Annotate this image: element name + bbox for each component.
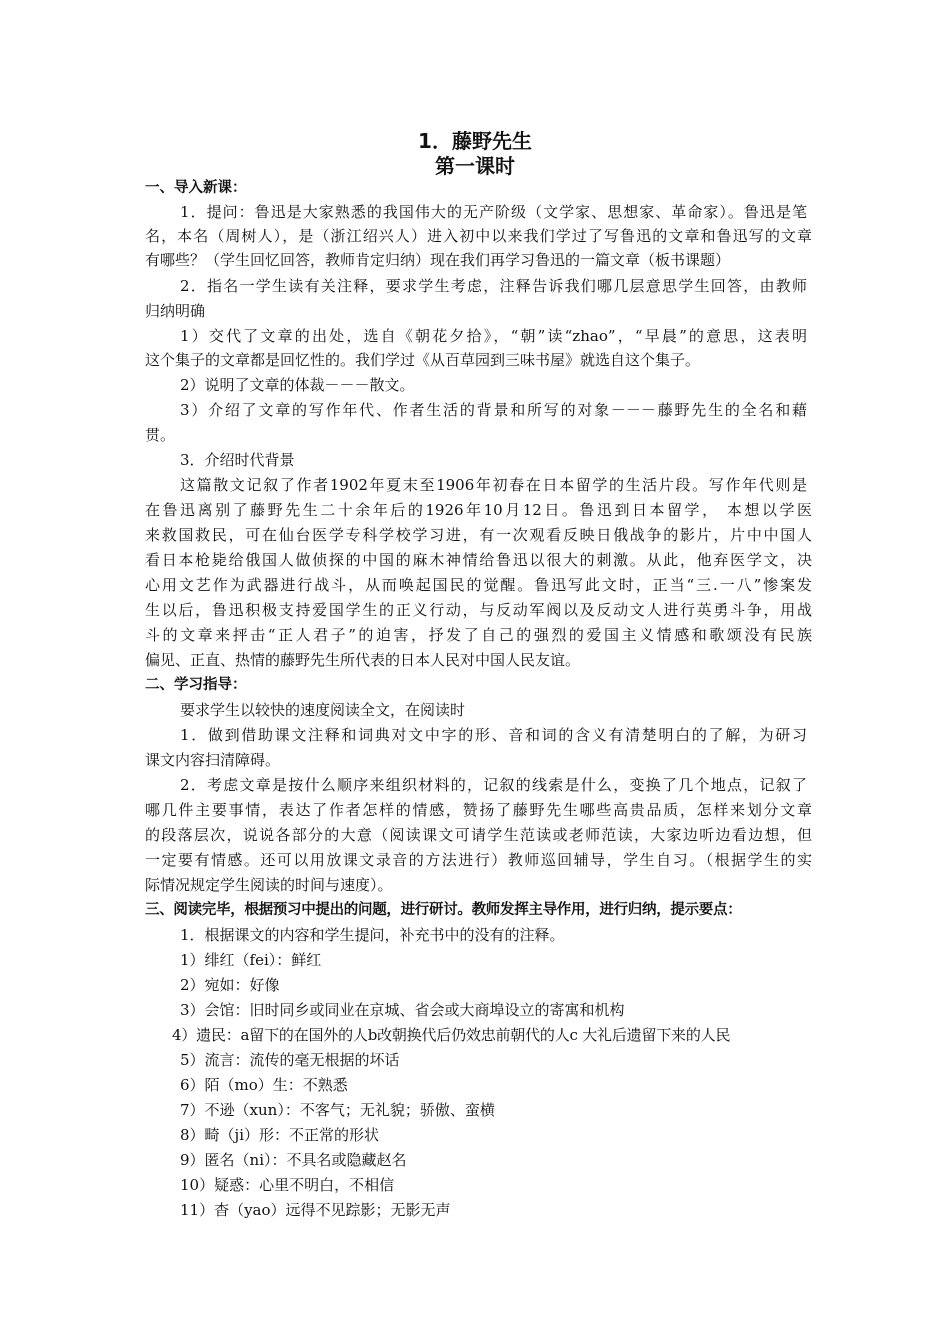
paragraph-line: 1．根据课文的内容和学生提问，补充书中的没有的注释。 [180,926,565,944]
paragraph-line: 要求学生以较快的速度阅读全文，在阅读时 [180,701,466,719]
paragraph-line: 归纳明确 [145,302,206,320]
section3-heading: 三、阅读完毕，根据预习中提出的问题，进行研讨。教师发挥主导作用，进行归纳，提示要点： [145,902,742,918]
paragraph-line: 有哪些？（学生回忆回答，教师肯定归纳）现在我们再学习鲁迅的一篇文章（板书课题） [145,251,731,269]
paragraph-line: 在鲁迅离别了藤野先生二十余年后的1926年10月12日。鲁迅到日本留学， 本想以学医 [145,501,812,519]
paragraph-line: 哪几件主要事情，表达了作者怎样的情感，赞扬了藤野先生哪些高贵品质，怎样来划分文章 [145,801,812,819]
paragraph-line: 际情况规定学生阅读的时间与速度）。 [145,876,393,894]
paragraph-line: 的段落层次，说说各部分的大意（阅读课文可请学生范读或老师范读，大家边听边看边想，但 [145,826,812,844]
note-item: 3）会馆：旧时同乡或同业在京城、省会或大商埠设立的寄寓和机构 [180,1001,625,1019]
paragraph-line: 1．提问：鲁迅是大家熟悉的我国伟大的无产阶级（文学家、思想家、革命家）。鲁迅是笔 [180,203,807,221]
note-item: 4）遗民：a留下的在国外的人b改朝换代后仍效忠前朝代的人c 大礼后遗留下来的人民 [172,1026,731,1044]
note-item: 7）不逊（xun）：不客气；无礼貌；骄傲、蛮横 [180,1101,495,1119]
paragraph-line: 心用文艺作为武器进行战斗，从而唤起国民的觉醒。鲁迅写此文时，正当“三.一八”惨案发 [145,576,812,594]
paragraph-line: 斗的文章来抨击“正人君子”的迫害，抒发了自己的强烈的爱国主义情感和歌颂没有民族 [145,626,812,644]
paragraph-line: 1）交代了文章的出处，选自《朝花夕拾》，“朝”读“zhao”，“早晨”的意思，这表明 [180,327,807,345]
paragraph-line: 1．做到借助课文注释和词典对文中字的形、音和词的含义有清楚明白的了解，为研习 [180,726,807,744]
paragraph-line: 3．介绍时代背景 [180,451,295,469]
note-item: 2）宛如：好像 [180,976,280,994]
note-item: 1）绯红（fei）：鲜红 [180,951,322,969]
paragraph-line: 这个集子的文章都是回忆性的。我们学过《从百草园到三味书屋》就选自这个集子。 [145,351,701,369]
note-item: 5）流言：流传的毫无根据的坏话 [180,1051,400,1069]
note-item: 9）匿名（ni）：不具名或隐藏赵名 [180,1151,407,1169]
paragraph-line: 看日本枪毙给俄国人做侦探的中国的麻木神情给鲁迅以很大的刺激。从此，他弃医学文，决 [145,551,812,569]
paragraph-line: 课文内容扫清障碍。 [145,751,281,769]
paragraph-line: 生以后，鲁迅积极支持爱国学生的正义行动，与反动军阀以及反动文人进行英勇斗争，用战 [145,601,812,619]
note-item: 10）疑惑：心里不明白，不相信 [180,1176,395,1194]
paragraph-line: 名，本名（周树人），是（浙江绍兴人）进入初中以来我们学过了写鲁迅的文章和鲁迅写的文章 [145,227,812,245]
paragraph-line: 2．考虑文章是按什么顺序来组织材料的，记叙的线索是什么，变换了几个地点，记叙了 [180,776,807,794]
note-item: 6）陌（mo）生：不熟悉 [180,1076,348,1094]
paragraph-line: 偏见、正直、热情的藤野先生所代表的日本人民对中国人民友谊。 [145,651,581,669]
paragraph-line: 一定要有情感。还可以用放课文录音的方法进行）教师巡回辅导，学生自习。（根据学生的实 [145,851,812,869]
paragraph-line: 2）说明了文章的体裁－－－散文。 [180,376,415,394]
paragraph-line: 2．指名一学生读有关注释，要求学生考虑，注释告诉我们哪几层意思学生回答，由教师 [180,277,807,295]
section2-heading: 二、学习指导： [145,677,247,693]
section1-heading: 一、导入新课： [145,180,247,196]
page-title: 1．藤野先生 [418,129,532,153]
paragraph-line: 3）介绍了文章的写作年代、作者生活的背景和所写的对象－－－藤野先生的全名和藉 [180,401,807,419]
note-item: 8）畸（ji）形：不正常的形状 [180,1126,379,1144]
page-subtitle: 第一课时 [435,154,515,178]
paragraph-line: 来救国救民，可在仙台医学专科学校学习进，有一次观看反映日俄战争的影片，片中中国人 [145,526,812,544]
paragraph-line: 这篇散文记叙了作者1902年夏末至1906年初春在日本留学的生活片段。写作年代则是 [180,476,807,494]
paragraph-line: 贯。 [145,426,176,444]
note-item: 11）杳（yao）远得不见踪影；无影无声 [180,1201,451,1219]
